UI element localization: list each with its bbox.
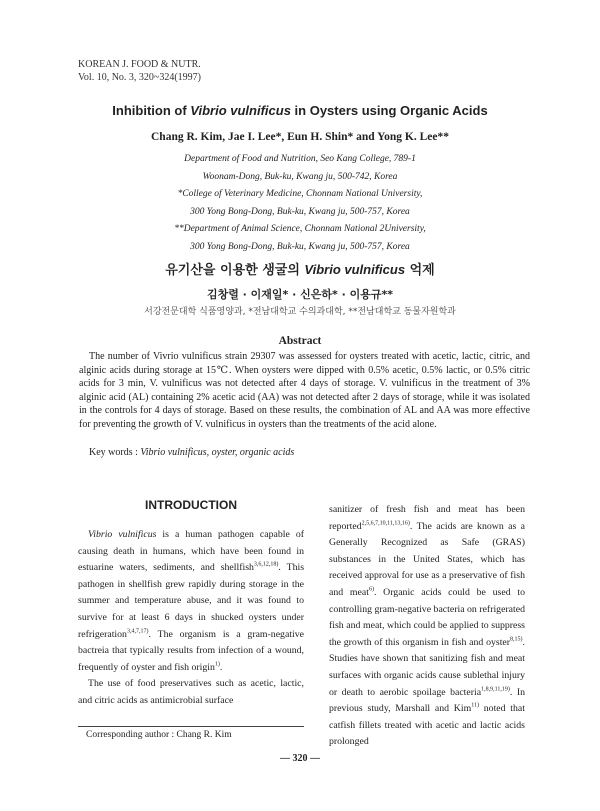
affiliation-line: Woonam-Dong, Buk-ku, Kwang ju, 500-742, Korea [202, 171, 398, 182]
korean-author-list: 김창렬 · 이재일* · 신은하* · 이용규** [206, 288, 394, 301]
korean-affiliation: 서강전문대학 식품영양과, *전남대학교 수의과대학, **전남대학교 동물자원학과 [144, 307, 456, 317]
abstract-heading: Abstract [278, 335, 322, 347]
affiliation-line: *College of Veterinary Medicine, Chonnam National University, [177, 189, 423, 200]
text-run: . The organism is a gram-negative bactreia that typically results from infection of a wound, frequently of oyster and fish origin [78, 628, 304, 673]
citation: 3,4,7,17) [126, 628, 149, 635]
text-run: . Organic acids could be used to controlling gram-negative bacteria on refrigerated fish and meat, which could be applied to suppress the growth of this organism in fish and oyster [329, 586, 525, 648]
citation: 6) [368, 586, 374, 593]
affiliation-line: 300 Yong Bong-Dong, Buk-ku, Kwang ju, 500-757, Korea [190, 206, 410, 217]
introduction-heading: INTRODUCTION [145, 498, 237, 512]
text-run: . This pathogen in shellfish grew rapidly during storage in the summer and temperature abuse, and it was found to survive for at least 6 days in shucked oysters under refrigeration [78, 562, 305, 640]
citation: 3,6,12,18) [253, 561, 279, 568]
affiliation-line: 300 Yong Bong-Dong, Buk-ku, Kwang ju, 500-757, Korea [190, 241, 410, 252]
citation: 8,15) [510, 636, 523, 643]
citation: 1) [214, 661, 220, 668]
title-species: Vibrio vulnificus [190, 103, 291, 118]
korean-title [0, 259, 600, 278]
page-number: — 320 — [280, 753, 320, 764]
citation: 2,5,6,7,10,11,13,16) [361, 520, 410, 527]
text-run: is a human pathogen capable of causing death in humans, which have been found in estuarine waters, sediments, and shellfish [78, 529, 304, 574]
journal-name: KOREAN J. FOOD & NUTR. [78, 59, 201, 70]
text-run: . [219, 661, 223, 673]
title-prefix: Inhibition of [112, 103, 191, 118]
text-run: . The acids are known as a Generally Recognized as Safe (GRAS) substances in the United States, which has received approval for use as a preservative of fish and meat [329, 520, 525, 598]
paper-title [0, 103, 600, 118]
journal-header [78, 58, 201, 84]
corresponding-author-footnote: Corresponding author : Chang R. Kim [86, 730, 232, 740]
species-name: Vibrio vulnificus [88, 529, 157, 540]
intro-paragraph-2: The use of food preservatives such as acetic, lactic, and citric acids as antimicrobial surface [78, 678, 304, 706]
abstract-text: The number of Vivrio vulnificus strain 29307 was assessed for oysters treated with acetic, lactic, citric, and alginic acids during storage at 15℃. When oysters were dipped with 0.5% acetic, 0.5% lactic, or 0.5% citric acids for 3 min, V. vulnificus was not detected after 4 days of storage. V. vulnificus in the treatment of 3% alginic acid (AL) containing 2% acetic acid (AA) was not detected after 2 days of storage, while it was isolated in the controls for 4 days of storage. Based on these results, the combination of AL and AA was more effective for preventing the growth of V. vulnificus in oysters than the treatments of the acid alone. [79, 351, 530, 430]
korean-title-suffix: 억제 [405, 263, 435, 278]
affiliation-list [0, 151, 600, 257]
text-run: noted that catfish fillets treated with acetic and lactic acids prolonged [329, 703, 526, 748]
citation: 1,8,9,11,19) [481, 686, 510, 693]
affiliation-line: Department of Food and Nutrition, Seo Kang College, 789-1 [184, 154, 416, 164]
citation: 11) [471, 702, 480, 709]
journal-volume: Vol. 10, No. 3, 320~324(1997) [78, 72, 202, 83]
author-list: Chang R. Kim, Jae I. Lee*, Eun H. Shin* and Yong K. Lee** [151, 131, 449, 143]
keywords [89, 447, 294, 458]
text-run: . Studies have shown that sanitizing fish and meat surfaces with organic acids cause sublethal injury or death to aerobic spoilage bacteria [329, 636, 525, 698]
footnote-divider [78, 726, 304, 727]
abstract-body [79, 350, 530, 431]
right-column [329, 502, 525, 751]
intro-paragraph-1 [78, 527, 304, 676]
keywords-label: Key words : [89, 447, 141, 458]
left-column [78, 527, 304, 710]
affiliation-line: **Department of Animal Science, Chonnam National 2University, [174, 224, 426, 235]
title-suffix: in Oysters using Organic Acids [290, 103, 488, 118]
intro-paragraph-2-continued [329, 502, 525, 751]
text-run: . In previous study, Marshall and Kim [329, 686, 526, 715]
text-run: sanitizer of fresh fish and meat has been reported [329, 504, 525, 532]
korean-title-prefix: 유기산을 이용한 생굴의 [165, 263, 305, 278]
keywords-list: Vibrio vulnificus, oyster, organic acids [140, 447, 295, 458]
korean-title-species: Vibrio vulnificus [304, 262, 406, 277]
